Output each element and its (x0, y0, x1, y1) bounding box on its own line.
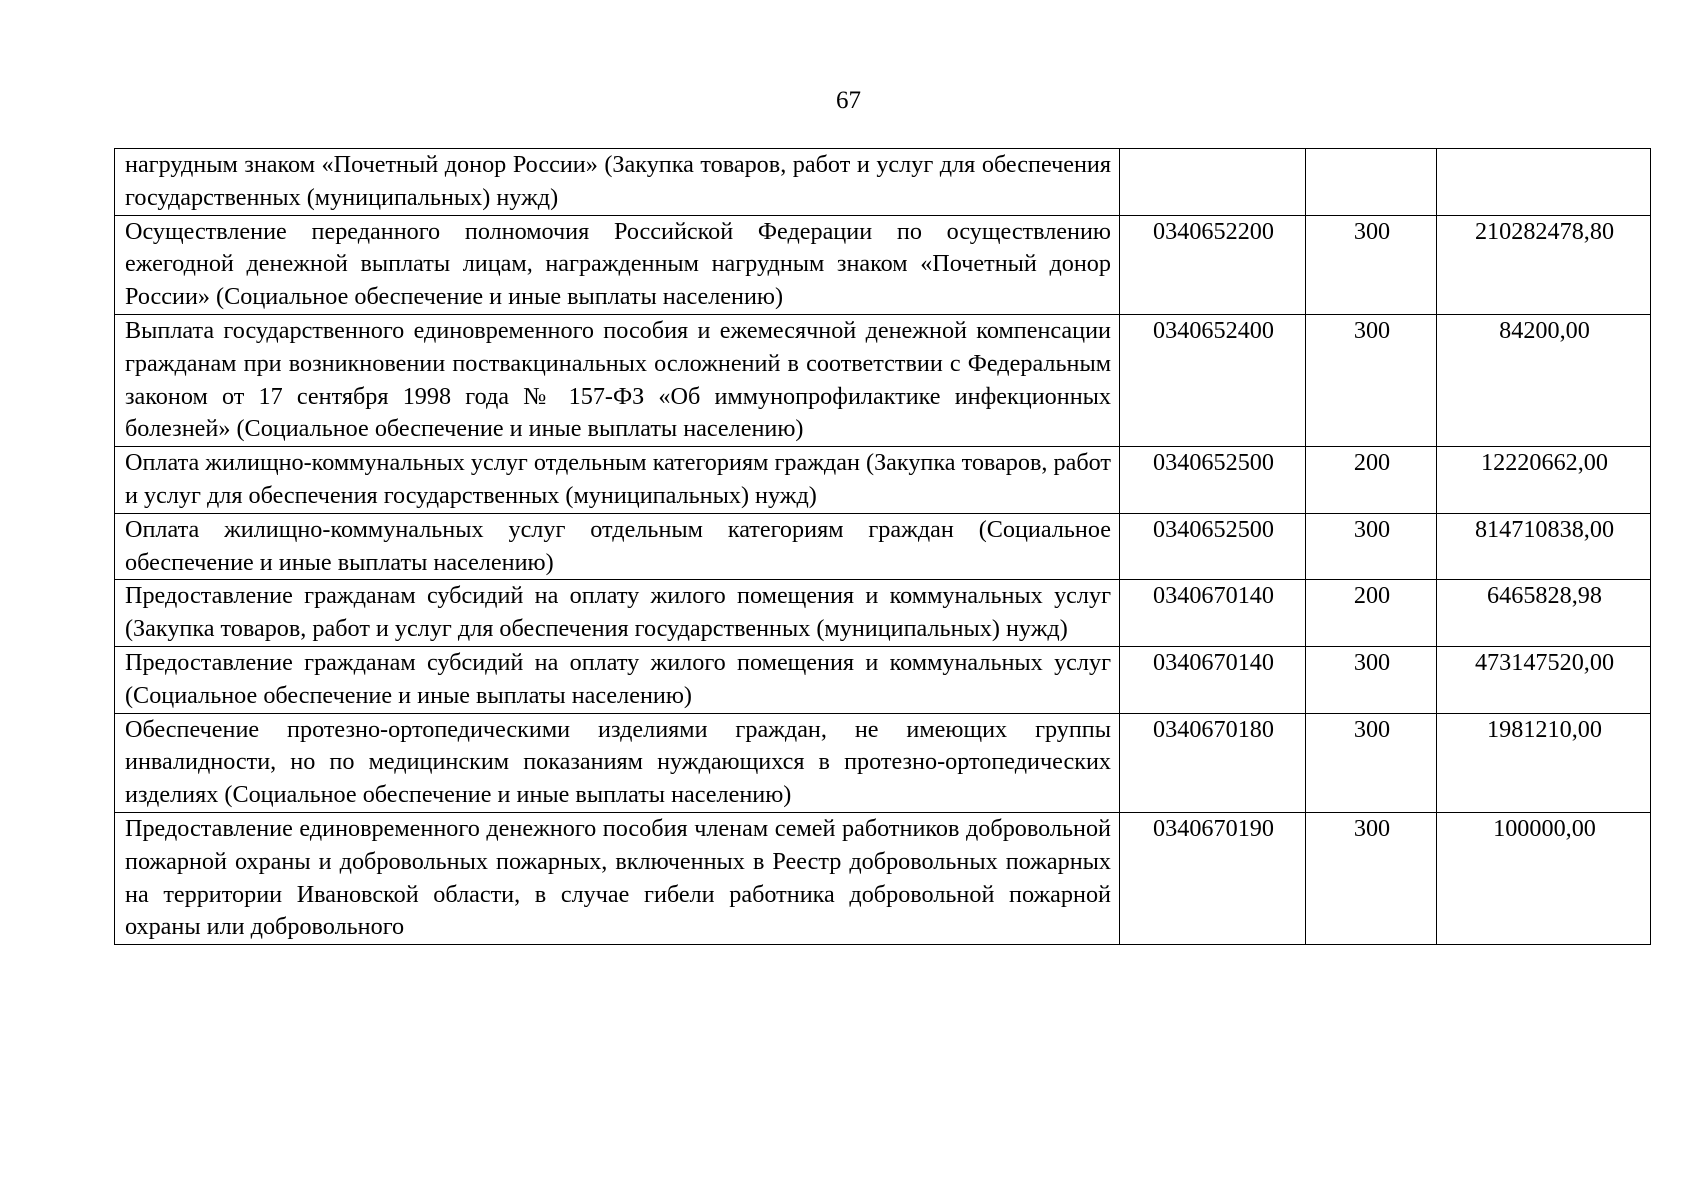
row-amount-cell: 84200,00 (1437, 314, 1651, 446)
row-name-cell: Выплата государственного единовременного пособия и ежемесячной денежной компенсации гражданам при возникновении поствакцинальных осложнений в соответствии с Федеральным законом от 17 сентября 1998 года № 157-ФЗ «Об иммунопрофилактике инфекционных болезней» (Социальное обеспечение и иные выплаты населению) (115, 314, 1120, 446)
row-code-cell: 0340670180 (1120, 713, 1306, 812)
budget-table (114, 148, 1651, 945)
row-code-cell: 0340670140 (1120, 646, 1306, 713)
row-code-cell: 0340652500 (1120, 447, 1306, 514)
page-number: 67 (836, 87, 861, 114)
row-type-cell: 200 (1306, 447, 1437, 514)
row-name-cell: Предоставление гражданам субсидий на оплату жилого помещения и коммунальных услуг (Закупка товаров, работ и услуг для обеспечения государственных (муниципальных) нужд) (115, 580, 1120, 647)
row-code-cell: 0340652200 (1120, 215, 1306, 314)
row-name-cell: Предоставление единовременного денежного пособия членам семей работников добровольной пожарной охраны и добровольных пожарных, включенных в Реестр добровольных пожарных на территории Ивановской области, в случае гибели работника добровольной пожарной охраны или добровольного (115, 812, 1120, 944)
row-name-cell: нагрудным знаком «Почетный донор России» (Закупка товаров, работ и услуг для обеспечения государственных (муниципальных) нужд) (115, 149, 1120, 216)
row-type-cell: 300 (1306, 215, 1437, 314)
row-type-cell: 200 (1306, 580, 1437, 647)
row-amount-cell: 100000,00 (1437, 812, 1651, 944)
row-amount-cell: 814710838,00 (1437, 513, 1651, 580)
table-row (115, 580, 1651, 647)
table-row (115, 812, 1651, 944)
row-name-cell: Обеспечение протезно-ортопедическими изделиями граждан, не имеющих группы инвалидности, но по медицинским показаниям нуждающихся в протезно-ортопедических изделиях (Социальное обеспечение и иные выплаты населению) (115, 713, 1120, 812)
budget-table-body (115, 149, 1651, 945)
table-row (115, 513, 1651, 580)
row-code-cell: 0340652500 (1120, 513, 1306, 580)
table-row (115, 646, 1651, 713)
row-name-cell: Оплата жилищно-коммунальных услуг отдельным категориям граждан (Социальное обеспечение и иные выплаты населению) (115, 513, 1120, 580)
row-code-cell: 0340670190 (1120, 812, 1306, 944)
row-type-cell: 300 (1306, 713, 1437, 812)
table-row (115, 713, 1651, 812)
row-amount-cell: 210282478,80 (1437, 215, 1651, 314)
row-name-cell: Осуществление переданного полномочия Российской Федерации по осуществлению ежегодной денежной выплаты лицам, награжденным нагрудным знаком «Почетный донор России» (Социальное обеспечение и иные выплаты населению) (115, 215, 1120, 314)
row-amount-cell: 6465828,98 (1437, 580, 1651, 647)
row-amount-cell: 473147520,00 (1437, 646, 1651, 713)
row-type-cell: 300 (1306, 812, 1437, 944)
row-type-cell: 300 (1306, 314, 1437, 446)
table-row (115, 314, 1651, 446)
row-amount-cell: 1981210,00 (1437, 713, 1651, 812)
table-row (115, 215, 1651, 314)
row-code-cell: 0340670140 (1120, 580, 1306, 647)
row-type-cell (1306, 149, 1437, 216)
table-row (115, 149, 1651, 216)
row-type-cell: 300 (1306, 646, 1437, 713)
row-name-cell: Предоставление гражданам субсидий на оплату жилого помещения и коммунальных услуг (Социальное обеспечение и иные выплаты населению) (115, 646, 1120, 713)
row-name-cell: Оплата жилищно-коммунальных услуг отдельным категориям граждан (Закупка товаров, работ и услуг для обеспечения государственных (муниципальных) нужд) (115, 447, 1120, 514)
row-type-cell: 300 (1306, 513, 1437, 580)
row-amount-cell (1437, 149, 1651, 216)
row-code-cell (1120, 149, 1306, 216)
row-amount-cell: 12220662,00 (1437, 447, 1651, 514)
table-row (115, 447, 1651, 514)
row-code-cell: 0340652400 (1120, 314, 1306, 446)
